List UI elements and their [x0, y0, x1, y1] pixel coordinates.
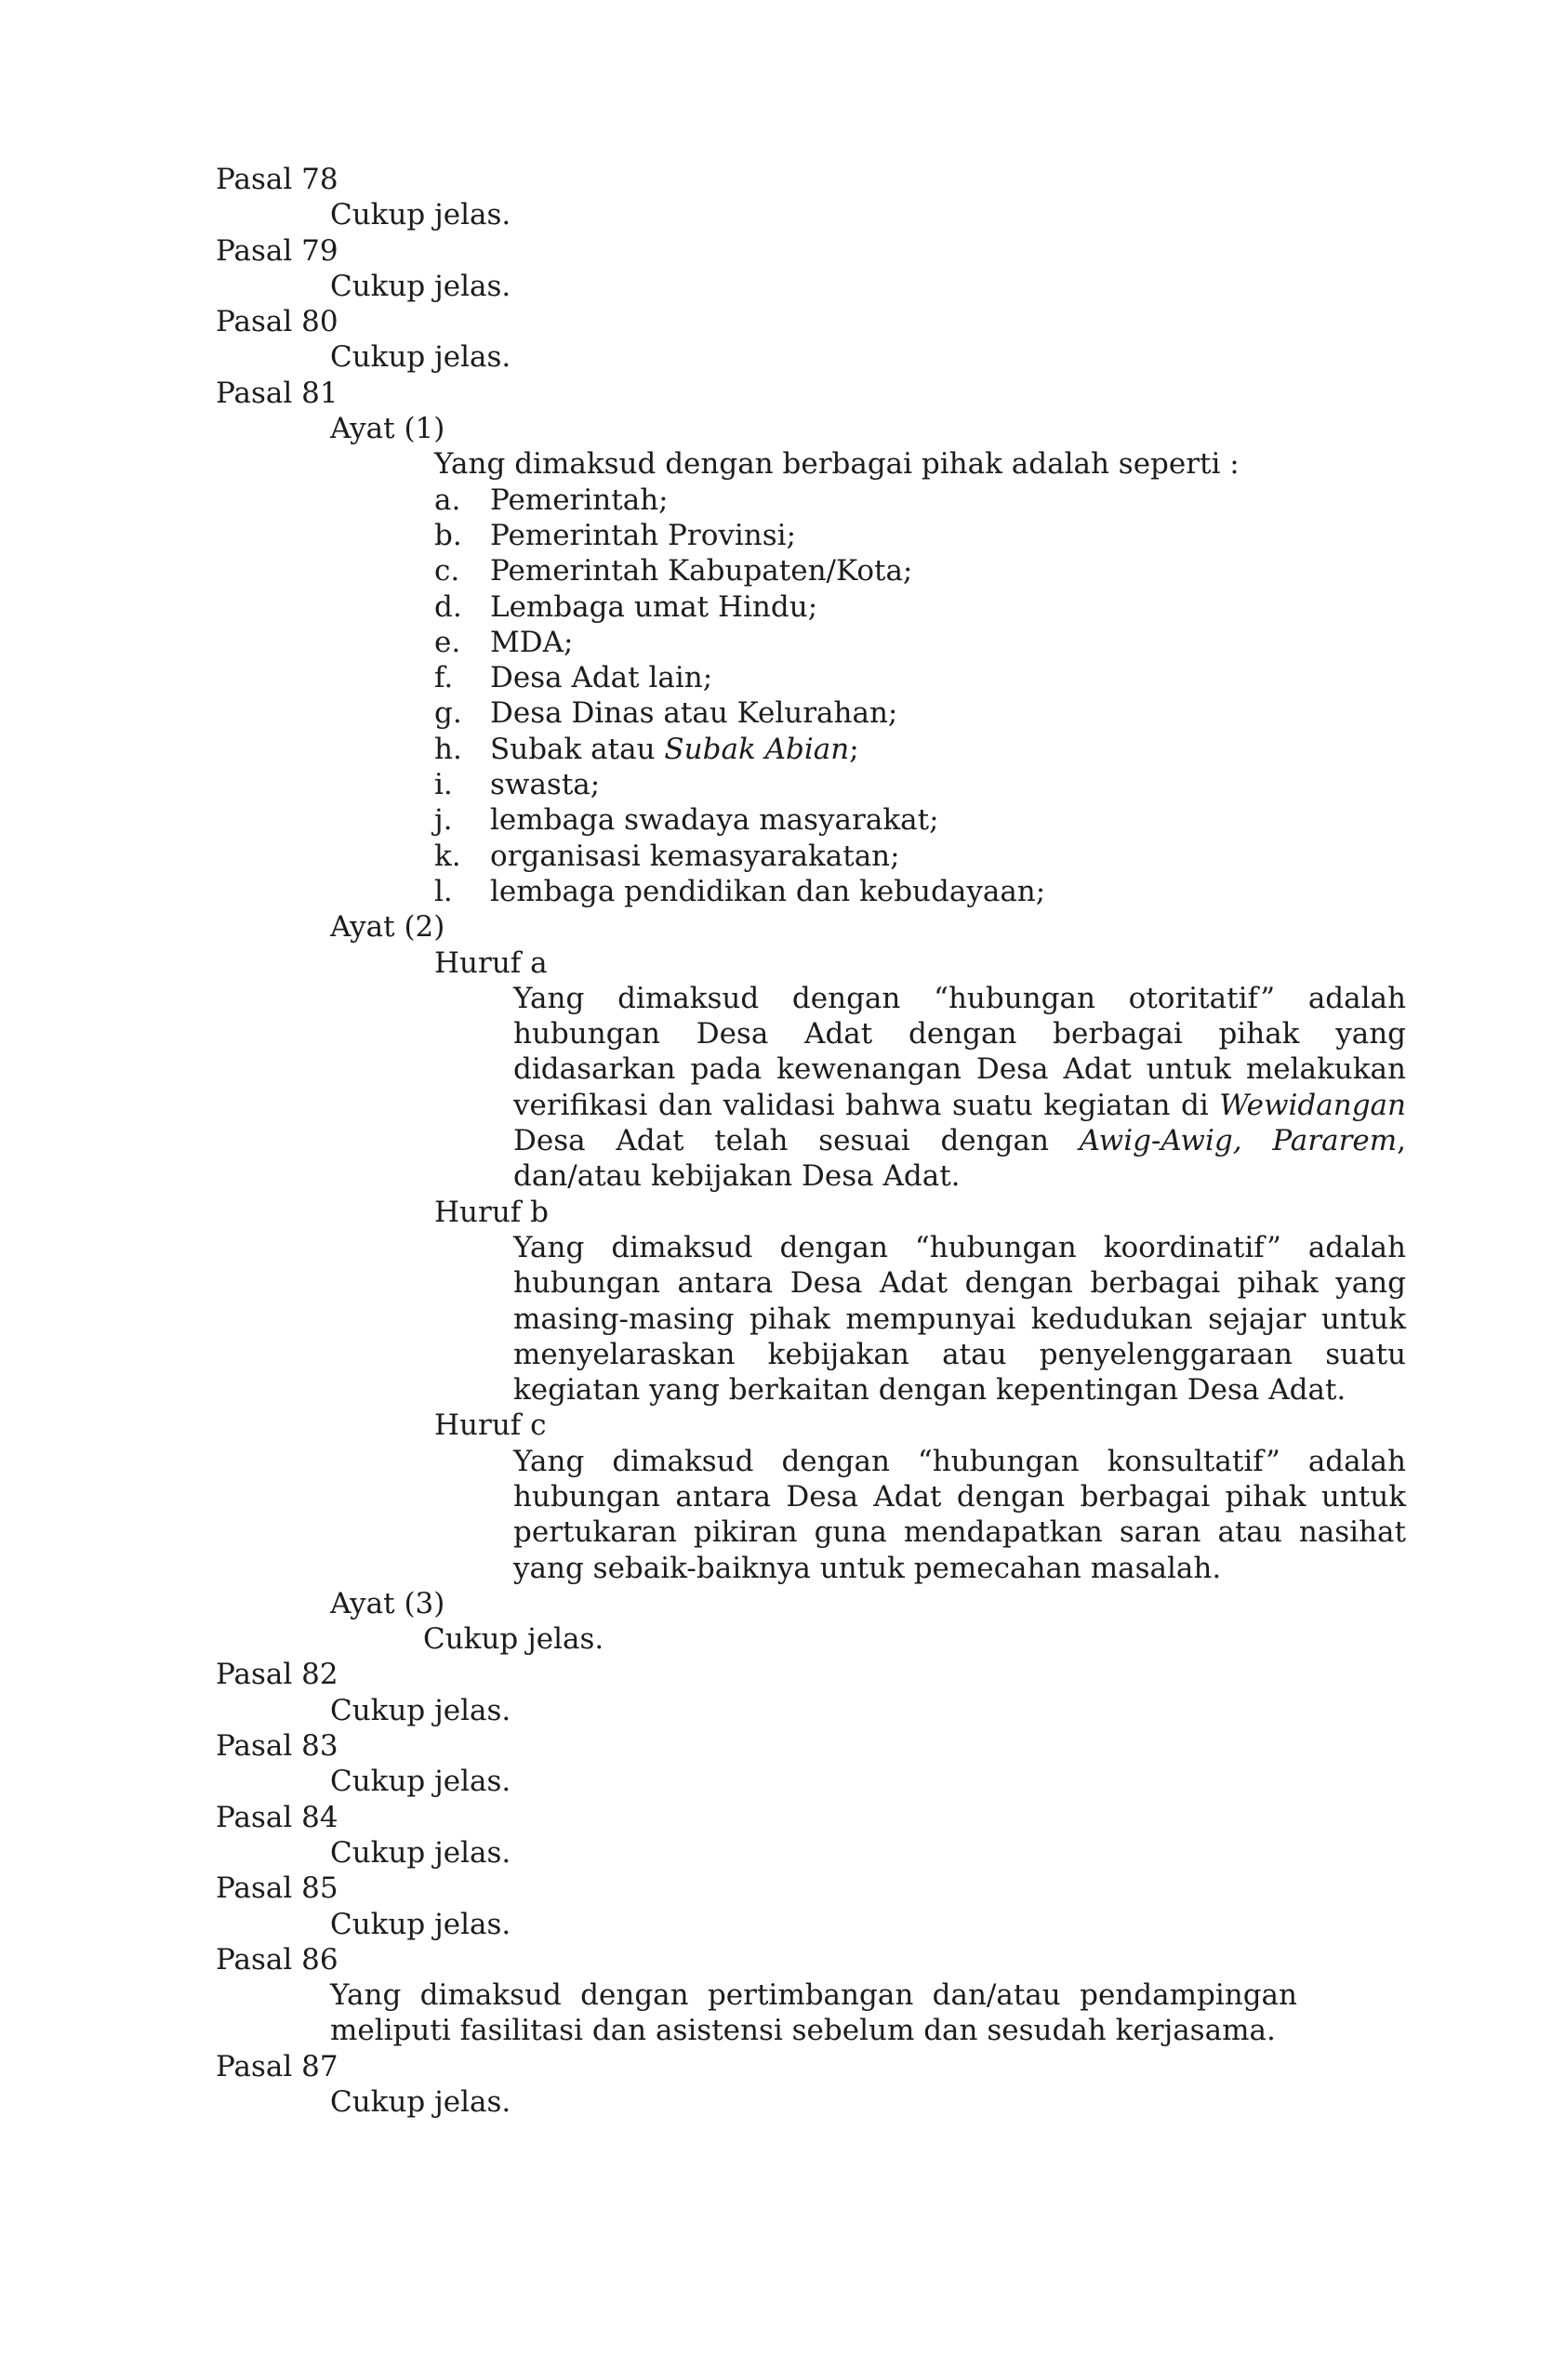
list-marker: h. — [434, 732, 462, 766]
pasal-body: Cukup jelas. — [330, 1765, 511, 1799]
paragraph-text: Yang dimaksud dengan “hubungan otoritatif” adalah hubungan Desa Adat dengan berbagai pihak yang didasarkan pada kewenangan Desa Adat untuk melakukan verifikasi dan validasi bahwa suatu kegiatan di — [513, 981, 1406, 1122]
pasal-body: Cukup jelas. — [330, 1907, 511, 1941]
list-text: lembaga pendidikan dan kebudayaan; — [490, 874, 1046, 908]
list-text-start: Subak atau — [490, 732, 665, 766]
pasal-heading: Pasal 80 — [216, 305, 338, 339]
huruf-paragraph — [513, 981, 1406, 1195]
list-item — [434, 839, 1406, 874]
list-text: Desa Adat lain; — [490, 661, 713, 695]
pasal-body: Cukup jelas. — [330, 2085, 511, 2120]
huruf-paragraph: Yang dimaksud dengan “hubungan konsultatif” adalah hubungan antara Desa Adat dengan berbagai pihak untuk pertukaran pikiran guna mendapatkan saran atau nasihat yang sebaik-baiknya untuk pemecahan masalah. — [513, 1444, 1406, 1585]
ayat-heading: Ayat (1) — [330, 412, 445, 446]
list-text: organisasi kemasyarakatan; — [490, 839, 900, 873]
list-text: Desa Dinas atau Kelurahan; — [490, 696, 898, 731]
pasal-paragraph: Yang dimaksud dengan pertimbangan dan/atau pendampingan meliputi fasilitasi dan asistensi sebelum dan sesudah kerjasama. — [330, 1978, 1297, 2048]
pasal-body: Cukup jelas. — [330, 1693, 511, 1727]
list-text-end: ; — [849, 732, 859, 766]
list-text — [490, 732, 859, 767]
list-text: swasta; — [490, 768, 601, 802]
ayat-body: Cukup jelas. — [423, 1622, 604, 1657]
list-item — [434, 589, 1406, 625]
pasal-heading: Pasal 84 — [216, 1800, 338, 1834]
list-marker: l. — [434, 874, 453, 908]
pasal-heading: Pasal 79 — [216, 233, 338, 268]
list-marker: d. — [434, 589, 462, 624]
pasal-body: Cukup jelas. — [330, 340, 511, 375]
list-item — [434, 732, 1406, 767]
huruf-paragraph: Yang dimaksud dengan “hubungan koordinatif” adalah hubungan antara Desa Adat dengan berbagai pihak yang masing-masing pihak mempunyai kedudukan sejajar untuk menyelaraskan kebijakan atau penyelenggaraan suatu kegiatan yang berkaitan dengan kepentingan Desa Adat. — [513, 1230, 1406, 1408]
explanation-content — [216, 162, 1406, 2120]
pasal-heading: Pasal 87 — [216, 2049, 338, 2083]
ayat-heading: Ayat (3) — [330, 1586, 445, 1620]
pasal-body: Cukup jelas. — [330, 1835, 511, 1870]
list-marker: e. — [434, 625, 461, 659]
list-text-italic: Subak Abian — [664, 732, 850, 766]
list-text: lembaga swadaya masyarakat; — [490, 803, 939, 838]
ayat-heading: Ayat (2) — [330, 910, 445, 945]
list-marker: j. — [434, 803, 453, 838]
paragraph-text: , dan/atau kebijakan Desa Adat. — [513, 1124, 1406, 1194]
list-item — [434, 518, 1406, 553]
huruf-heading: Huruf a — [434, 945, 548, 980]
pasal-body: Cukup jelas. — [330, 269, 511, 303]
list-item — [434, 802, 1406, 838]
list-marker: k. — [434, 839, 461, 873]
list-marker: a. — [434, 483, 461, 517]
list-text: Pemerintah; — [490, 483, 669, 517]
list-item — [434, 767, 1406, 802]
ayat-intro: Yang dimaksud dengan berbagai pihak adalah seperti : — [434, 447, 1240, 482]
list-item — [434, 695, 1406, 731]
list-item — [434, 625, 1406, 660]
list-marker: f. — [434, 661, 454, 695]
list-text: Lembaga umat Hindu; — [490, 589, 818, 624]
pasal-heading: Pasal 81 — [216, 376, 338, 410]
list-item — [434, 874, 1406, 909]
huruf-heading: Huruf c — [434, 1408, 547, 1443]
list-marker: c. — [434, 554, 460, 588]
list-item — [434, 660, 1406, 695]
paragraph-italic-term: Wewidangan — [1219, 1088, 1406, 1122]
pasal-body: Cukup jelas. — [330, 198, 511, 232]
paragraph-italic-term: Awig-Awig, Pararem — [1079, 1124, 1398, 1158]
list-marker: i. — [434, 768, 453, 802]
list-marker: g. — [434, 696, 462, 731]
pasal-heading: Pasal 82 — [216, 1658, 338, 1692]
pasal-heading: Pasal 85 — [216, 1871, 338, 1906]
list-marker: b. — [434, 518, 462, 552]
pasal-heading: Pasal 83 — [216, 1729, 338, 1764]
huruf-heading: Huruf b — [434, 1195, 549, 1229]
list-text: Pemerintah Provinsi; — [490, 518, 797, 552]
party-list — [216, 483, 1406, 910]
pasal-heading: Pasal 86 — [216, 1942, 338, 1977]
list-text: MDA; — [490, 625, 574, 659]
list-item — [434, 483, 1406, 518]
paragraph-text: Desa Adat telah sesuai dengan — [513, 1124, 1080, 1158]
list-item — [434, 553, 1406, 588]
pasal-heading: Pasal 78 — [216, 163, 338, 196]
list-text: Pemerintah Kabupaten/Kota; — [490, 554, 913, 588]
